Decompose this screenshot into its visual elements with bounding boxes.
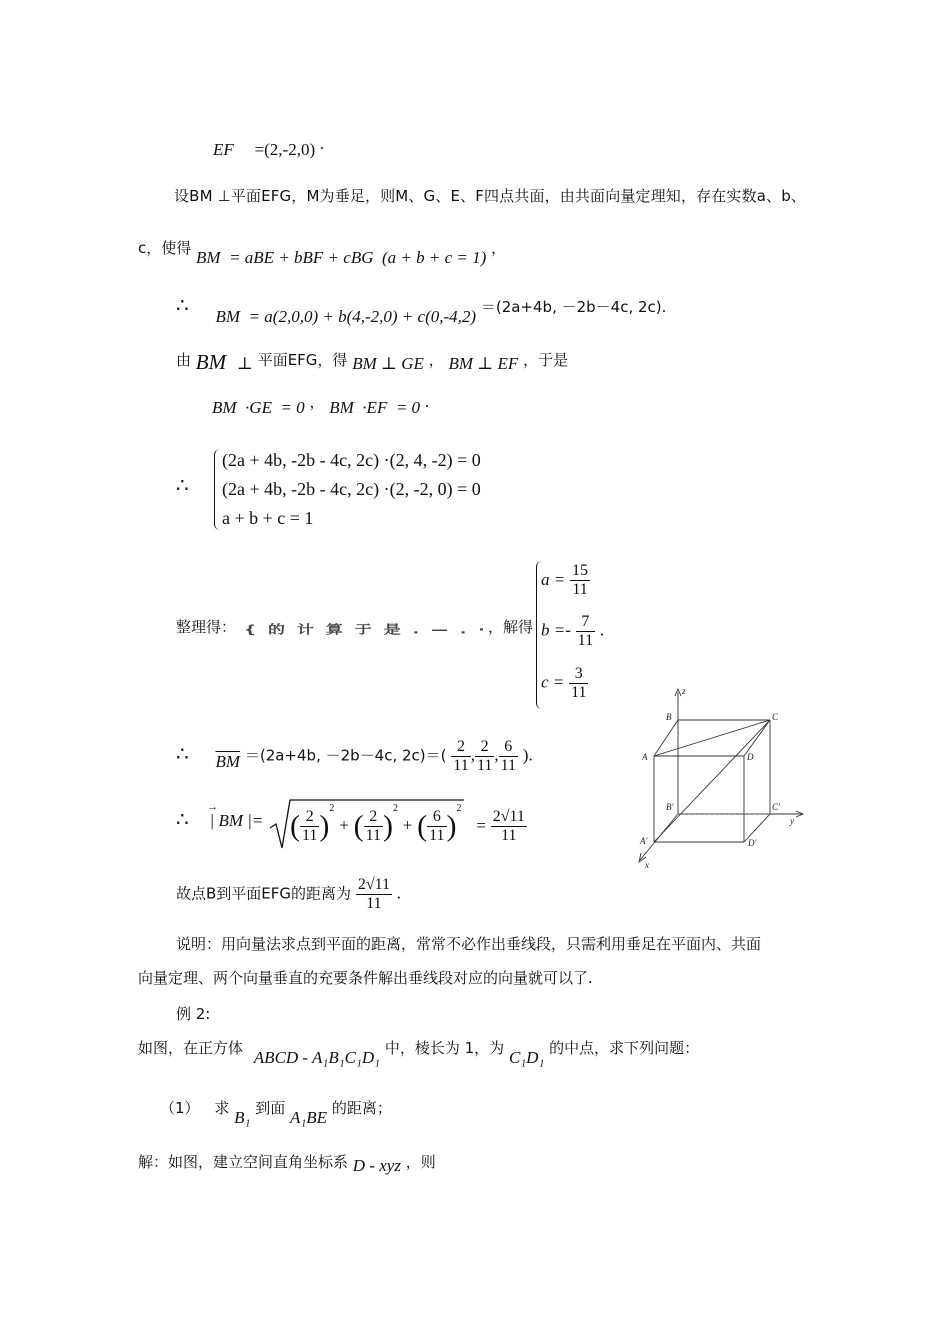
label-z: z <box>682 686 686 696</box>
example2-line: 如图，在正方体 ABCD ‑ A₁B₁C₁D₁ 中，棱长为 1，为 C₁D₁ 的中点，求下列问题： <box>138 1039 700 1067</box>
perp-bm: BM <box>195 350 227 374</box>
perp-cond-1: BM ⊥ GE <box>352 354 424 373</box>
bm-arrow: → <box>207 801 218 813</box>
ef-rhs: =(2,‑2,0) <box>254 140 316 159</box>
system1 <box>222 446 481 533</box>
bm-length-lhs: | BM |= <box>209 811 264 830</box>
system1-row-2: (2a + 4b, ‑2b ‑ 4c, 2c) ·(2, ‑2, 0) = 0 <box>222 479 481 499</box>
setup-line-1: 设BM ⊥平面EFG，M为垂足，则M、G、E、F四点共面，由共面向量定理知，存在实数a、b、 <box>174 187 807 205</box>
perp-sep: ， <box>428 351 444 369</box>
setup-prefix: c，使得 <box>138 239 192 257</box>
bm-expansion-result: ＝(2a+4b, －2b－4c, 2c). <box>480 298 667 316</box>
label-x: x <box>645 860 649 870</box>
setup-suffix: ， <box>491 239 507 257</box>
label-a1: A′ <box>640 836 648 846</box>
ef-lhs: EF <box>213 140 234 159</box>
bm-vector-line: ∴ $\overline{BM} =(2a+4b$, －2b－4c, 2c)＝( $\frac{2}{11}$ , $\frac{2}{11}$ , $\frac{6}{11}$ ). <box>176 738 533 774</box>
solution-line: 解：如图，建立空间直角坐标系 D ‑ xyz ，则 <box>138 1153 436 1175</box>
ef-line <box>213 134 325 160</box>
label-y: y <box>790 816 794 826</box>
label-b1: B′ <box>666 802 674 812</box>
bm-length-radicand: ( $\frac{2}{11}$ )$^2$ + ( $\frac{2}{11}$ )$^2$ + ( $\frac{6}{11}$ )$^2$ = $\frac{2√11}{11}$ <box>290 802 525 844</box>
dot-eq-1: BM ·GE = 0 <box>212 398 305 417</box>
perp-line <box>176 348 569 374</box>
perp-symbol: ⊥ <box>236 354 253 373</box>
system1-symbol: ∴ <box>176 475 189 497</box>
label-d1: D′ <box>748 838 757 848</box>
setup-line-2 <box>138 238 507 267</box>
example2-title: 例 2: <box>176 1005 211 1023</box>
perp-suffix: ，于是 <box>523 351 569 369</box>
system1-row-3: a + b + c = 1 <box>222 508 314 528</box>
note-line-1: 说明：用向量法求点到平面的距离，常常不必作出垂线段，只需利用垂足在平面内、共面 <box>176 935 762 953</box>
cube-figure <box>632 684 812 874</box>
dot-tail: . <box>424 392 430 411</box>
setup-math: BM = aBE + bBF + cBG (a + b + c = 1) <box>196 248 487 267</box>
segment-c1d1: C₁D₁ <box>508 1048 545 1067</box>
perp-mid: 平面EFG，得 <box>257 351 348 369</box>
system1-row-1: (2a + 4b, ‑2b ‑ 4c, 2c) ·(2, 4, ‑2) = 0 <box>222 450 481 470</box>
label-a: A <box>642 752 648 762</box>
ef-tail: . <box>319 134 325 153</box>
bm-length-line: ∴ | BM |= <box>176 809 264 831</box>
therefore-line-1 <box>176 295 667 326</box>
cube-name: ABCD ‑ A₁B₁C₁D₁ <box>253 1048 381 1067</box>
solution-a: a = $\frac{15}{11}$ <box>541 562 589 598</box>
solve-mid: ，解得 <box>488 618 534 636</box>
therefore-symbol: ∴ <box>176 295 189 317</box>
solve-prefix: 整理得： <box>176 618 237 636</box>
dot-line <box>212 392 430 418</box>
note-line-2: 向量定理、两个向量垂直的充要条件解出垂线段对应的向量就可以了. <box>138 969 593 987</box>
label-c1: C′ <box>772 802 780 812</box>
label-b: B <box>666 712 672 722</box>
perp-cond-2: BM ⊥ EF <box>448 354 519 373</box>
bm-expansion: BM = a(2,0,0) + b(4,‑2,0) + c(0,‑4,2) <box>215 307 477 326</box>
solve-garbled: { 的 计 算 于 是 . — . · <box>244 623 488 637</box>
question1-line: （1） 求 B₁ 到面 A₁BE 的距离； <box>160 1099 392 1127</box>
dot-sep: ， <box>309 393 325 411</box>
label-c: C <box>772 712 779 722</box>
label-d: D <box>747 752 754 762</box>
perp-prefix: 由 <box>176 351 192 369</box>
solution-c: c = $\frac{3}{11}$ <box>541 665 587 701</box>
solution-b: b =‑ $\frac{7}{11}$ . <box>541 613 605 649</box>
dot-eq-2: BM ·EF = 0 <box>329 398 421 417</box>
bm-vector: $\overline{BM}$ <box>215 751 241 771</box>
distance-line: 故点B到平面EFG的距离为 $\frac{2√11}{11}$ . <box>176 876 402 912</box>
